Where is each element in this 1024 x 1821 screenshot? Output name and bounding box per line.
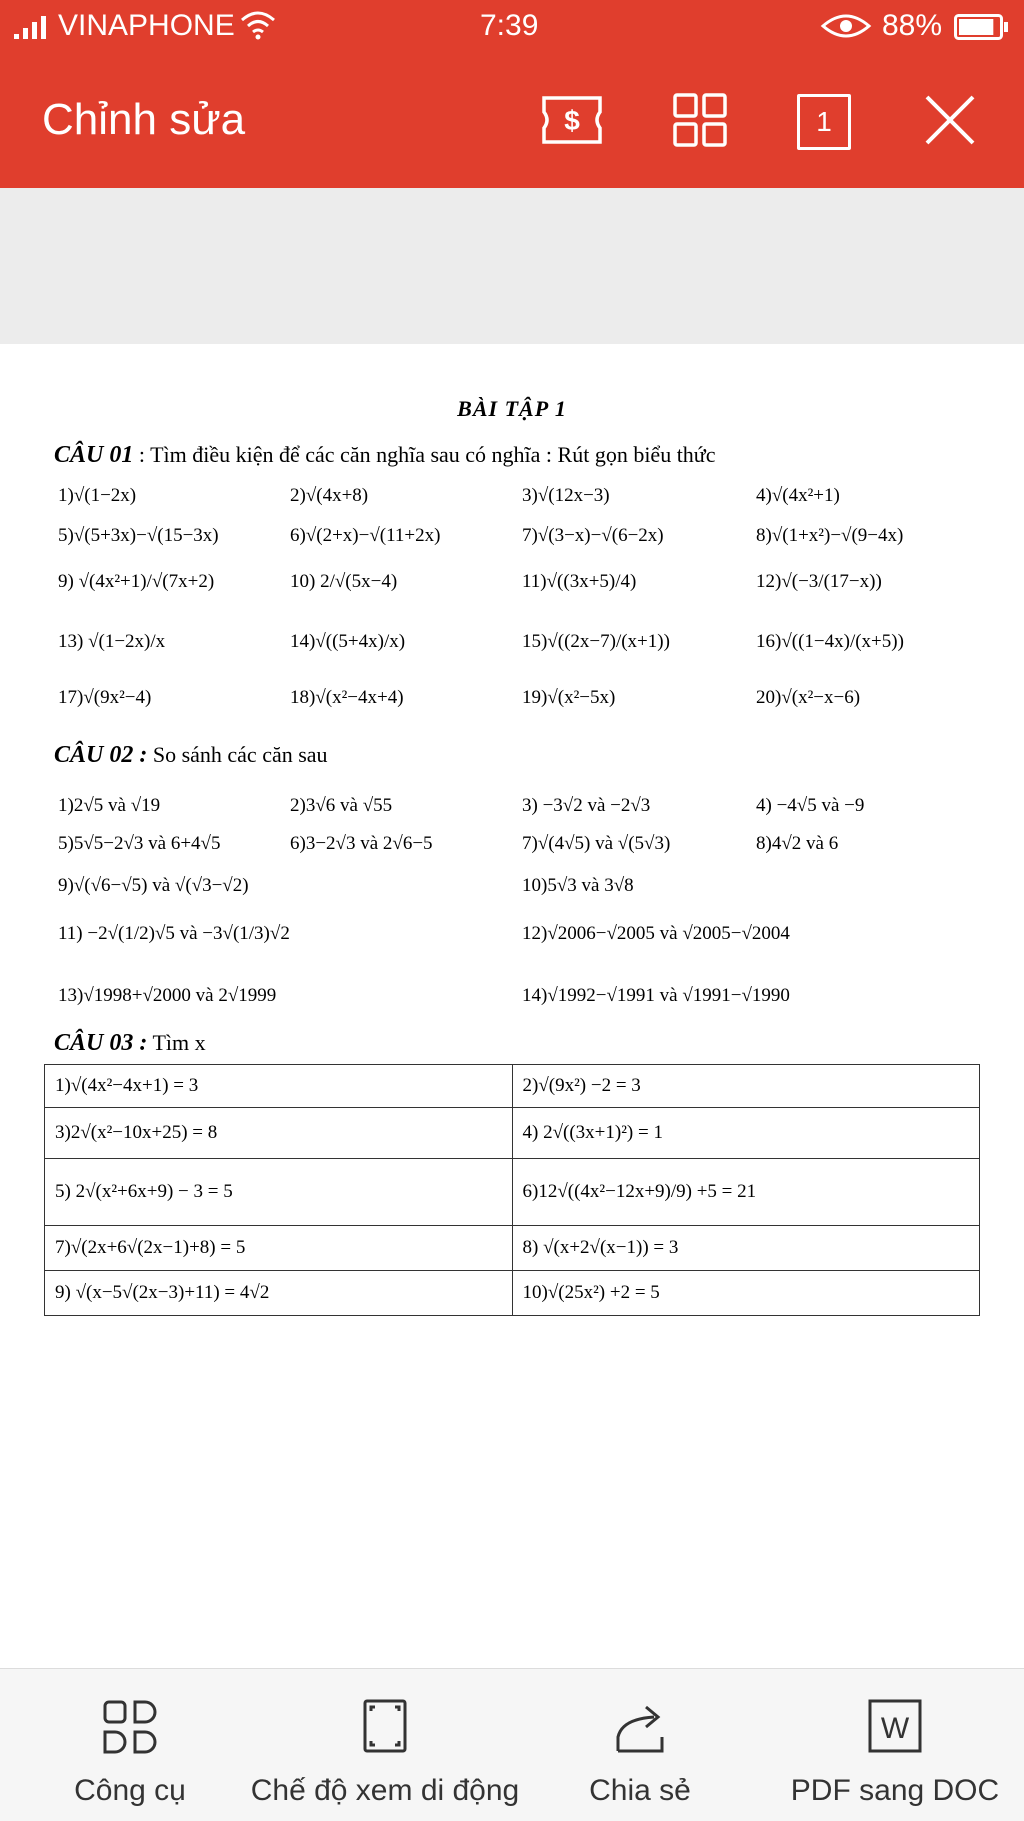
battery-icon [954,14,1010,48]
mobile-view-icon [361,1697,409,1760]
signal-icon [14,14,54,48]
table-row [45,1108,980,1159]
table-cell: 9) √(x−5√(2x−3)+11) = 4√2 [45,1271,513,1316]
q1-item-17: 17)√(9x²−4) [58,687,152,708]
q1-item-10: 10) 2/√(5x−4) [290,571,398,592]
dollar-ticket-icon [540,94,604,151]
mobile-view-label: Chế độ xem di động [250,1774,520,1807]
table-cell: 4) 2√((3x+1)²) = 1 [512,1108,980,1159]
dollar-ticket-button[interactable] [536,90,608,154]
close-icon [923,93,977,152]
document-top-margin [0,188,1024,344]
q1-item-6: 6)√(2+x)−√(11+2x) [290,525,441,546]
pdf-to-doc-button[interactable] [780,1669,1010,1821]
question-2-text: So sánh các căn sau [147,742,328,767]
q2-item-13: 13)√1998+√2000 và 2√1999 [58,985,277,1006]
q1-item-1: 1)√(1−2x) [58,485,137,506]
svg-text:W: W [880,1712,910,1745]
pdf-to-doc-label: PDF sang DOC [790,1774,1000,1807]
document-page[interactable] [0,344,1024,1668]
q2-item-6: 6)3−2√3 và 2√6−5 [290,833,433,854]
table-cell: 2)√(9x²) −2 = 3 [512,1065,980,1108]
question-1-text: : Tìm điều kiện để các căn nghĩa sau có nghĩa : Rút gọn biểu thức [133,442,716,467]
q1-item-4: 4)√(4x²+1) [756,485,840,506]
q1-item-15: 15)√((2x−7)/(x+1)) [522,631,670,652]
share-icon [610,1697,670,1762]
q2-item-7: 7)√(4√5) và √(5√3) [522,833,671,854]
table-cell: 1)√(4x²−4x+1) = 3 [45,1065,513,1108]
question-1-heading [54,442,716,469]
status-bar [0,0,1024,52]
q2-item-10: 10)5√3 và 3√8 [522,875,634,896]
q1-item-9: 9) √(4x²+1)/√(7x+2) [58,571,215,592]
table-cell: 3)2√(x²−10x+25) = 8 [45,1108,513,1159]
page-title: Chỉnh sửa [42,95,246,144]
q1-item-19: 19)√(x²−5x) [522,687,616,708]
mobile-view-button[interactable] [240,1669,530,1821]
grid-view-button[interactable] [668,90,732,154]
q1-item-13: 13) √(1−2x)/x [58,631,166,652]
tools-grid-icon [100,1697,160,1762]
q1-item-20: 20)√(x²−x−6) [756,687,861,708]
bottom-toolbar [0,1668,1024,1821]
q2-item-3: 3) −3√2 và −2√3 [522,795,651,816]
document-title: BÀI TẬP 1 [457,396,567,421]
q1-item-11: 11)√((3x+5)/4) [522,571,637,592]
q1-item-12: 12)√(−3/(17−x)) [756,571,882,592]
table-cell: 10)√(25x²) +2 = 5 [512,1271,980,1316]
question-3-text: Tìm x [147,1030,206,1055]
q1-item-18: 18)√(x²−4x+4) [290,687,404,708]
page-number-icon [797,94,851,150]
page-number: 1 [816,106,832,137]
q2-item-9: 9)√(√6−√5) và √(√3−√2) [58,875,249,896]
wifi-icon [240,10,276,48]
q1-item-3: 3)√(12x−3) [522,485,610,506]
svg-text:$: $ [564,104,580,136]
question-2-label: CÂU 02 : [54,742,148,768]
table-cell: 6)12√((4x²−12x+9)/9) +5 = 21 [512,1159,980,1226]
carrier-name: VINAPHONE [58,9,235,42]
q1-item-5: 5)√(5+3x)−√(15−3x) [58,525,219,546]
share-button[interactable] [570,1669,710,1821]
question-3-table [44,1064,980,1316]
q1-item-14: 14)√((5+4x)/x) [290,631,406,652]
table-row [45,1159,980,1226]
q2-item-14: 14)√1992−√1991 và √1991−√1990 [522,985,790,1006]
share-label: Chia sẻ [589,1774,691,1807]
clock: 7:39 [480,9,539,42]
q1-item-8: 8)√(1+x²)−√(9−4x) [756,525,904,546]
q2-item-8: 8)4√2 và 6 [756,833,839,854]
question-3-label: CÂU 03 : [54,1030,148,1056]
q2-item-5: 5)5√5−2√3 và 6+4√5 [58,833,221,854]
grid-view-icon [672,92,728,153]
eye-icon [820,12,872,48]
q1-item-7: 7)√(3−x)−√(6−2x) [522,525,664,546]
table-cell: 7)√(2x+6√(2x−1)+8) = 5 [45,1226,513,1271]
table-cell: 8) √(x+2√(x−1)) = 3 [512,1226,980,1271]
battery-percent: 88% [882,9,943,42]
tools-button[interactable] [40,1669,220,1821]
question-3-heading [54,1030,206,1057]
q2-item-11: 11) −2√(1/2)√5 và −3√(1/3)√2 [58,923,290,944]
close-button[interactable] [918,90,982,154]
q1-item-16: 16)√((1−4x)/(x+5)) [756,631,904,652]
app-bar [0,52,1024,188]
table-row [45,1271,980,1316]
tools-label: Công cụ [74,1774,186,1807]
q1-item-2: 2)√(4x+8) [290,485,369,506]
table-cell: 5) 2√(x²+6x+9) − 3 = 5 [45,1159,513,1226]
q2-item-12: 12)√2006−√2005 và √2005−√2004 [522,923,790,944]
question-2-heading [54,742,328,769]
q2-item-4: 4) −4√5 và −9 [756,795,865,816]
question-1-label: CÂU 01 [54,442,134,468]
table-row [45,1065,980,1108]
table-row [45,1226,980,1271]
q2-item-2: 2)3√6 và √55 [290,795,393,816]
q2-item-1: 1)2√5 và √19 [58,795,161,816]
page-number-button[interactable] [794,90,854,154]
word-doc-icon [866,1697,924,1760]
